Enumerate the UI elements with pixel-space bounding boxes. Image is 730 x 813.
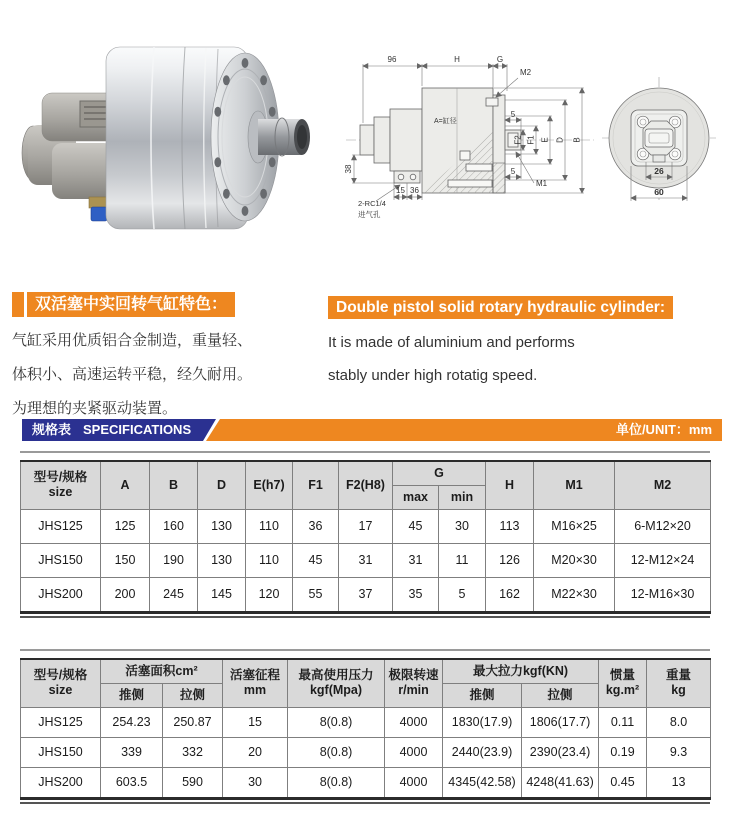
m1-label: M1	[536, 179, 548, 188]
col-header-speed: 极限转速 r/min	[385, 659, 443, 708]
col-header-b: B	[150, 461, 198, 510]
spec-table-header	[21, 461, 711, 510]
cell-g-max: 35	[393, 577, 439, 612]
col-header-force-push: 推侧	[443, 683, 522, 707]
cell-m2: 12-M16×30	[615, 577, 711, 612]
cell-area-pull: 250.87	[163, 707, 223, 737]
col-header-piston-area: 活塞面积cm²	[101, 659, 223, 684]
cell-f1: 55	[293, 577, 339, 612]
cell-f2: 17	[339, 509, 393, 543]
cell-inertia: 0.45	[599, 767, 647, 798]
col-header-model-zh: 型号/规格	[33, 470, 88, 484]
feature-text-en	[328, 326, 724, 392]
dim-f2-label: F2	[513, 135, 523, 145]
cell-model: JHS200	[21, 767, 101, 798]
cell-b: 190	[150, 543, 198, 577]
cell-f1: 36	[293, 509, 339, 543]
banner-title-en: SPECIFICATIONS	[83, 422, 192, 437]
col-header-f1: F1	[293, 461, 339, 510]
feature-line: stably under high rotatig speed.	[328, 367, 538, 384]
banner-unit: 单位/UNIT：mm	[615, 422, 712, 437]
feature-line: It is made of aluminium and performs	[328, 334, 575, 351]
cell-speed: 4000	[385, 767, 443, 798]
dim-15-label: 15	[396, 186, 405, 195]
col-header-area-push: 推侧	[101, 683, 163, 707]
col-header-g: G	[393, 461, 486, 486]
cell-model: JHS125	[21, 509, 101, 543]
feature-block-zh	[12, 292, 324, 426]
cell-m2: 12-M12×24	[615, 543, 711, 577]
dim-60-label: 60	[654, 187, 664, 197]
cell-d: 145	[198, 577, 246, 612]
col-header-m1: M1	[534, 461, 615, 510]
col-header-stroke: 活塞征程 mm	[223, 659, 288, 708]
feature-text-zh	[12, 324, 324, 426]
table-row	[21, 767, 711, 798]
feature-block-en	[328, 296, 724, 392]
perf-table-block	[20, 649, 710, 804]
cell-e: 110	[246, 509, 293, 543]
cell-area-pull: 590	[163, 767, 223, 798]
cell-force-pull: 2390(23.4)	[522, 737, 599, 767]
cell-model: JHS125	[21, 707, 101, 737]
cell-force-push: 1830(17.9)	[443, 707, 522, 737]
cell-f2: 31	[339, 543, 393, 577]
dim-h-label: H	[454, 55, 460, 64]
cell-g-min: 5	[439, 577, 486, 612]
cell-model: JHS150	[21, 737, 101, 767]
dim-36-label: 36	[410, 186, 419, 195]
dim-f1-label: F1	[526, 135, 536, 145]
col-header-pressure: 最高使用压力 kgf(Mpa)	[288, 659, 385, 708]
dim-d-label: D	[555, 137, 565, 143]
cell-inertia: 0.19	[599, 737, 647, 767]
cell-b: 245	[150, 577, 198, 612]
col-header-weight: 重量 kg	[647, 659, 711, 708]
valve-assembly	[22, 93, 118, 221]
cell-speed: 4000	[385, 737, 443, 767]
end-view-drawing	[602, 77, 716, 203]
port-label: 2-RC1/4	[358, 199, 386, 208]
cell-b: 160	[150, 509, 198, 543]
cell-weight: 8.0	[647, 707, 711, 737]
divider-line	[20, 649, 710, 651]
cell-m2: 6-M12×20	[615, 509, 711, 543]
cell-inertia: 0.11	[599, 707, 647, 737]
technical-drawing	[330, 33, 730, 258]
cell-m1: M16×25	[534, 509, 615, 543]
col-header-e: E(h7)	[246, 461, 293, 510]
cell-area-push: 254.23	[101, 707, 163, 737]
specifications-banner	[22, 419, 722, 441]
divider-line	[20, 616, 710, 618]
dim-26-label: 26	[654, 166, 664, 176]
feature-title-en: Double pistol solid rotary hydraulic cylinder:	[328, 296, 673, 319]
dim-38-label: 38	[344, 164, 353, 174]
cell-g-max: 45	[393, 509, 439, 543]
product-photo	[20, 25, 320, 247]
feature-line: 体积小、高速运转平稳，经久耐用。	[12, 366, 253, 383]
col-header-g-max: max	[393, 485, 439, 509]
cell-a: 200	[101, 577, 150, 612]
cell-g-max: 31	[393, 543, 439, 577]
col-header-model	[21, 659, 101, 708]
cell-model: JHS200	[21, 577, 101, 612]
col-header-f2: F2(H8)	[339, 461, 393, 510]
table-row	[21, 737, 711, 767]
cell-stroke: 30	[223, 767, 288, 798]
cell-a: 125	[101, 509, 150, 543]
m2-label: M2	[520, 68, 532, 77]
col-header-model-zh: 型号/规格	[33, 668, 88, 682]
feature-title-zh: 双活塞中实回转气缸特色：	[27, 292, 235, 317]
table-row	[21, 543, 711, 577]
banner-title	[32, 419, 203, 441]
cell-force-pull: 1806(17.7)	[522, 707, 599, 737]
cell-pressure: 8(0.8)	[288, 767, 385, 798]
dim-5-bottom-label: 5	[510, 167, 516, 176]
table-row	[21, 509, 711, 543]
cell-force-pull: 4248(41.63)	[522, 767, 599, 798]
col-header-area-pull: 拉侧	[163, 683, 223, 707]
cell-h: 126	[486, 543, 534, 577]
cell-model: JHS150	[21, 543, 101, 577]
cell-e: 120	[246, 577, 293, 612]
cell-a: 150	[101, 543, 150, 577]
col-header-model-en: size	[48, 683, 73, 697]
port-note-label: 进气孔	[358, 210, 381, 219]
cell-weight: 13	[647, 767, 711, 798]
cell-speed: 4000	[385, 707, 443, 737]
cell-e: 110	[246, 543, 293, 577]
cell-force-push: 2440(23.9)	[443, 737, 522, 767]
cell-area-push: 603.5	[101, 767, 163, 798]
col-header-max-force: 最大拉力kgf(KN)	[443, 659, 599, 684]
cylinder-drum	[106, 47, 310, 229]
feature-title-zh-bar	[12, 292, 324, 317]
dim-5-top-label: 5	[510, 110, 516, 119]
cell-pressure: 8(0.8)	[288, 737, 385, 767]
bore-label: A=缸径	[434, 118, 457, 125]
col-header-model-en: size	[48, 485, 73, 499]
title-accent	[12, 292, 24, 317]
col-header-h: H	[486, 461, 534, 510]
col-header-force-pull: 拉侧	[522, 683, 599, 707]
cell-f2: 37	[339, 577, 393, 612]
col-header-m2: M2	[615, 461, 711, 510]
dim-96-label: 96	[387, 55, 397, 64]
cell-stroke: 20	[223, 737, 288, 767]
table-row	[21, 707, 711, 737]
cell-m1: M20×30	[534, 543, 615, 577]
banner-title-zh: 规格表	[32, 422, 72, 437]
cell-stroke: 15	[223, 707, 288, 737]
col-header-d: D	[198, 461, 246, 510]
cell-area-push: 339	[101, 737, 163, 767]
spec-table-body	[21, 509, 711, 612]
cell-weight: 9.3	[647, 737, 711, 767]
cell-d: 130	[198, 543, 246, 577]
perf-table-header	[21, 659, 711, 708]
feature-line: 为理想的夹紧驱动装置。	[12, 400, 178, 417]
cell-f1: 45	[293, 543, 339, 577]
cell-h: 113	[486, 509, 534, 543]
divider-line	[20, 451, 710, 453]
feature-line: 气缸采用优质铝合金制造，重量轻、	[12, 332, 253, 349]
dim-e-label: E	[540, 137, 550, 143]
cell-h: 162	[486, 577, 534, 612]
dim-g-label: G	[496, 55, 504, 64]
cell-area-pull: 332	[163, 737, 223, 767]
cell-force-push: 4345(42.58)	[443, 767, 522, 798]
cell-m1: M22×30	[534, 577, 615, 612]
perf-table-body	[21, 707, 711, 798]
dim-b-label: B	[572, 137, 582, 143]
cell-g-min: 30	[439, 509, 486, 543]
col-header-inertia: 惯量 kg.m²	[599, 659, 647, 708]
spec-table-block	[20, 451, 710, 618]
cell-g-min: 11	[439, 543, 486, 577]
divider-line	[20, 802, 710, 804]
cell-pressure: 8(0.8)	[288, 707, 385, 737]
dimension-spec-table	[20, 460, 711, 614]
col-header-g-min: min	[439, 485, 486, 509]
col-header-a: A	[101, 461, 150, 510]
col-header-model	[21, 461, 101, 510]
cell-d: 130	[198, 509, 246, 543]
table-row	[21, 577, 711, 612]
performance-spec-table	[20, 658, 711, 800]
